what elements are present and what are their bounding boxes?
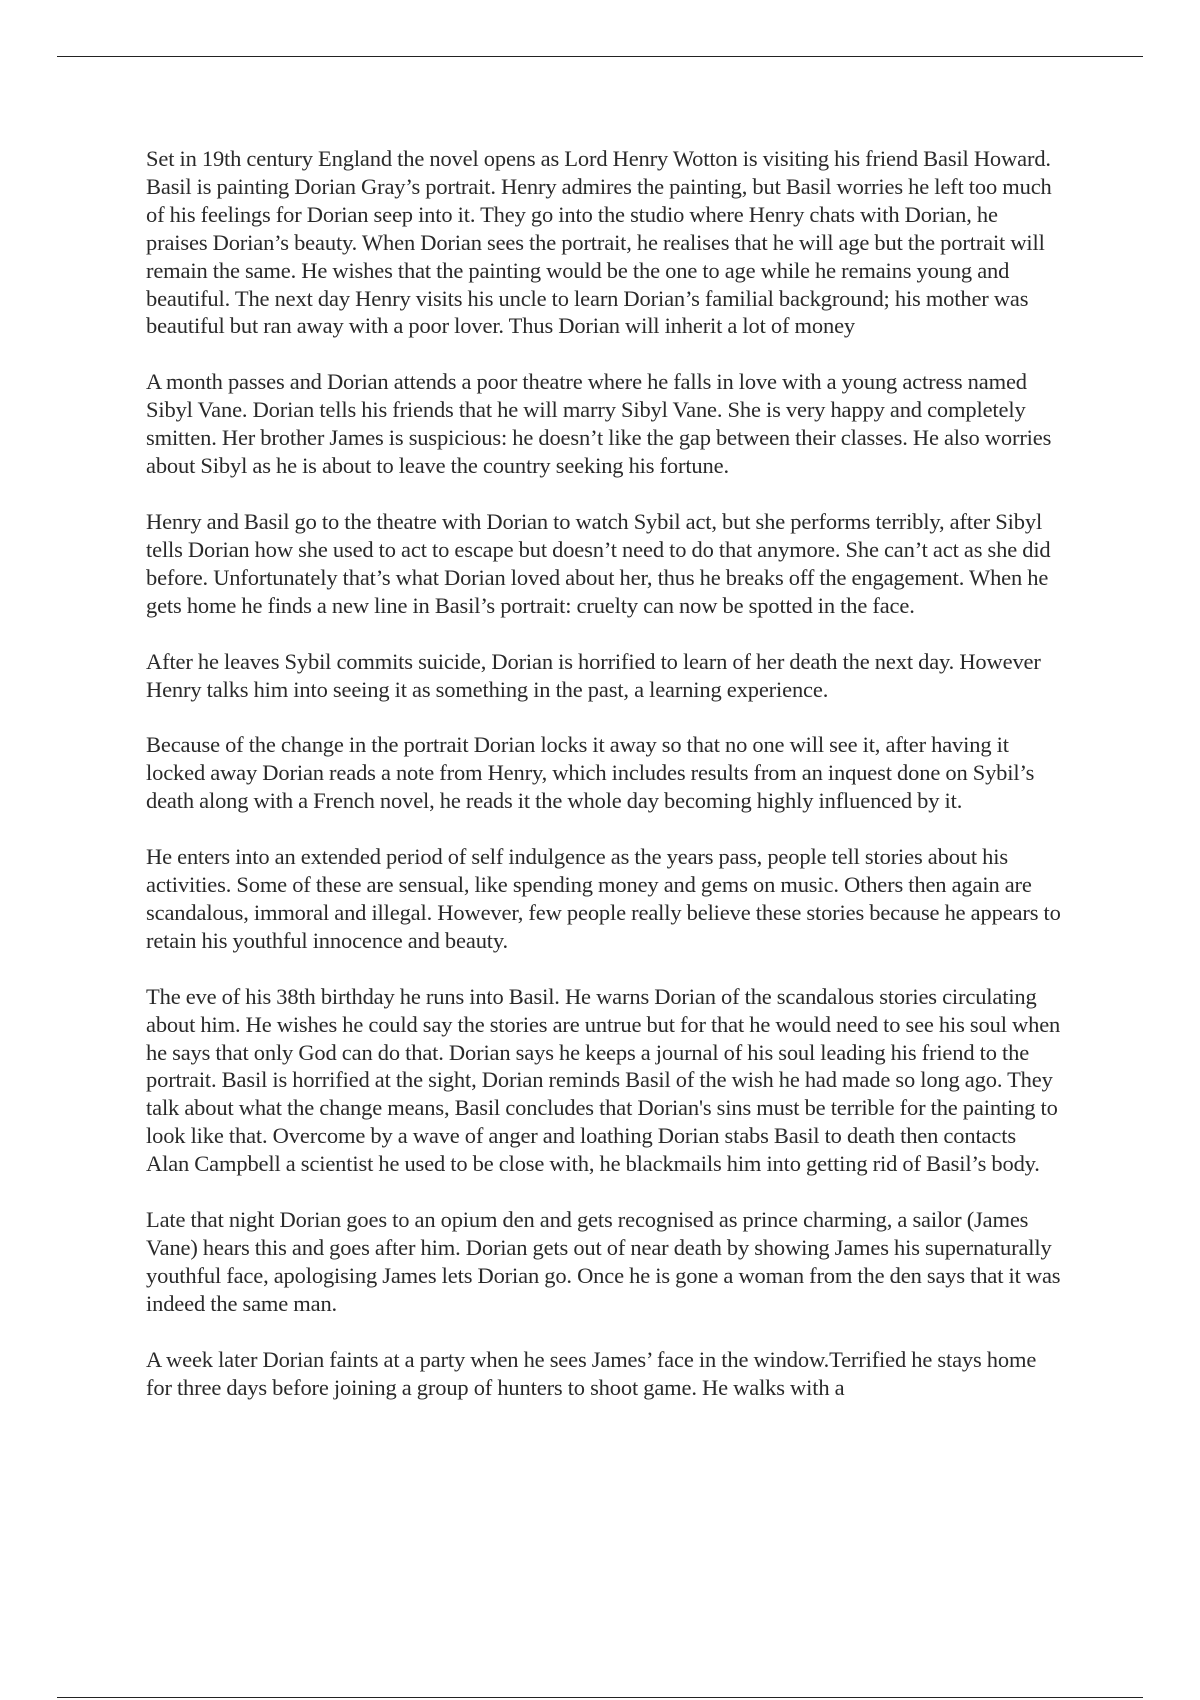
paragraph-5: Because of the change in the portrait Dorian locks it away so that no one will see it, after having it locked away Dorian reads a note from Henry, which includes results from an inquest done on Sybil’s death along with a French novel, he reads it the whole day becoming highly influenced by it. [146, 732, 1035, 814]
paragraph-7: The eve of his 38th birthday he runs into Basil. He warns Dorian of the scandalous stories circulating about him. He wishes he could say the stories are untrue but for that he would need to see his soul when he says that only God can do that. Dorian says he keeps a journal of his soul leading his friend to the portrait. Basil is horrified at the sight, Dorian reminds Basil of the wish he had made so long ago. They talk about what the change means, Basil concludes that Dorian's sins must be terrible for the painting to look like that. Overcome by a wave of anger and loathing Dorian stabs Basil to death then contacts Alan Campbell a scientist he used to be close with, he blackmails him into getting rid of Basil’s body. [146, 983, 1061, 1177]
paragraph-1: Set in 19th century England the novel opens as Lord Henry Wotton is visiting his friend Basil Howard. Basil is painting Dorian Gray’s portrait. Henry admires the painting, but Basil worries he left too much of his feelings for Dorian seep into it. They go into the studio where Henry chats with Dorian, he praises Dorian’s beauty. When Dorian sees the portrait, he realises that he will age but the portrait will remain the same. He wishes that the painting would be the one to age while he remains young and beautiful. The next day Henry visits his uncle to learn Dorian’s familial background; his mother was beautiful but ran away with a poor lover. Thus Dorian will inherit a lot of money [146, 146, 1052, 339]
paragraph-3: Henry and Basil go to the theatre with Dorian to watch Sybil act, but she performs terribly, after Sibyl tells Dorian how she used to act to escape but doesn’t need to do that anymore. She can’t act as she did before. Unfortunately that’s what Dorian loved about her, thus he breaks off the engagement. When he gets home he finds a new line in Basil’s portrait: cruelty can now be spotted in the face. [146, 508, 1051, 618]
paragraph-4: After he leaves Sybil commits suicide, Dorian is horrified to learn of her death the next day. However Henry talks him into seeing it as something in the past, a learning experience. [146, 648, 1041, 702]
header-rule [57, 56, 1143, 57]
paragraph-9: A week later Dorian faints at a party when he sees James’ face in the window.Terrified he stays home for three days before joining a group of hunters to shoot game. He walks with a [146, 1346, 1037, 1400]
paragraph-6: He enters into an extended period of self indulgence as the years pass, people tell stories about his activities. Some of these are sensual, like spending money and gems on music. Others then again are scandalous, immoral and illegal. However, few people really believe these stories because he appears to retain his youthful innocence and beauty. [146, 844, 1061, 953]
document-body [146, 145, 1061, 1430]
paragraph-8: Late that night Dorian goes to an opium den and gets recognised as prince charming, a sailor (James Vane) hears this and goes after him. Dorian gets out of near death by showing James his supernaturally youthful face, apologising James lets Dorian go. Once he is gone a woman from the den says that it was indeed the same man. [146, 1207, 1061, 1316]
paragraph-2: A month passes and Dorian attends a poor theatre where he falls in love with a young actress named Sibyl Vane. Dorian tells his friends that he will marry Sibyl Vane. She is very happy and completely smitten. Her brother James is suspicious: he doesn’t like the gap between their classes. He also worries about Sibyl as he is about to leave the country seeking his fortune. [146, 369, 1052, 479]
footer-rule [57, 1697, 1143, 1698]
